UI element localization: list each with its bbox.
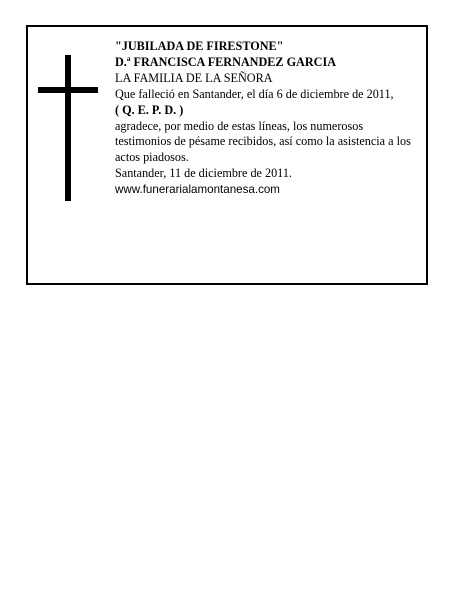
rip-line: ( Q. E. P. D. ) [115,102,184,117]
family-line: LA FAMILIA DE LA SEÑORA [115,70,273,85]
obituary-notice [26,25,428,285]
nickname: "JUBILADA DE FIRESTONE" [115,39,284,53]
notice-text [115,39,421,198]
death-info: Que falleció en Santander, el día 6 de diciembre de 2011, [115,86,394,101]
cross-icon [38,55,98,201]
cross-horizontal-bar [38,87,98,93]
thanks-text: agradece, por medio de estas líneas, los numerosos testimonios de pésame recibidos, así como la asistencia a los actos piadosos. [115,118,411,165]
deceased-name: D.ª FRANCISCA FERNANDEZ GARCIA [115,54,337,69]
website-link[interactable]: www.funerarialamontanesa.com [115,183,280,197]
place-date: Santander, 11 de diciembre de 2011. [115,166,292,181]
cross-vertical-bar [65,55,71,201]
